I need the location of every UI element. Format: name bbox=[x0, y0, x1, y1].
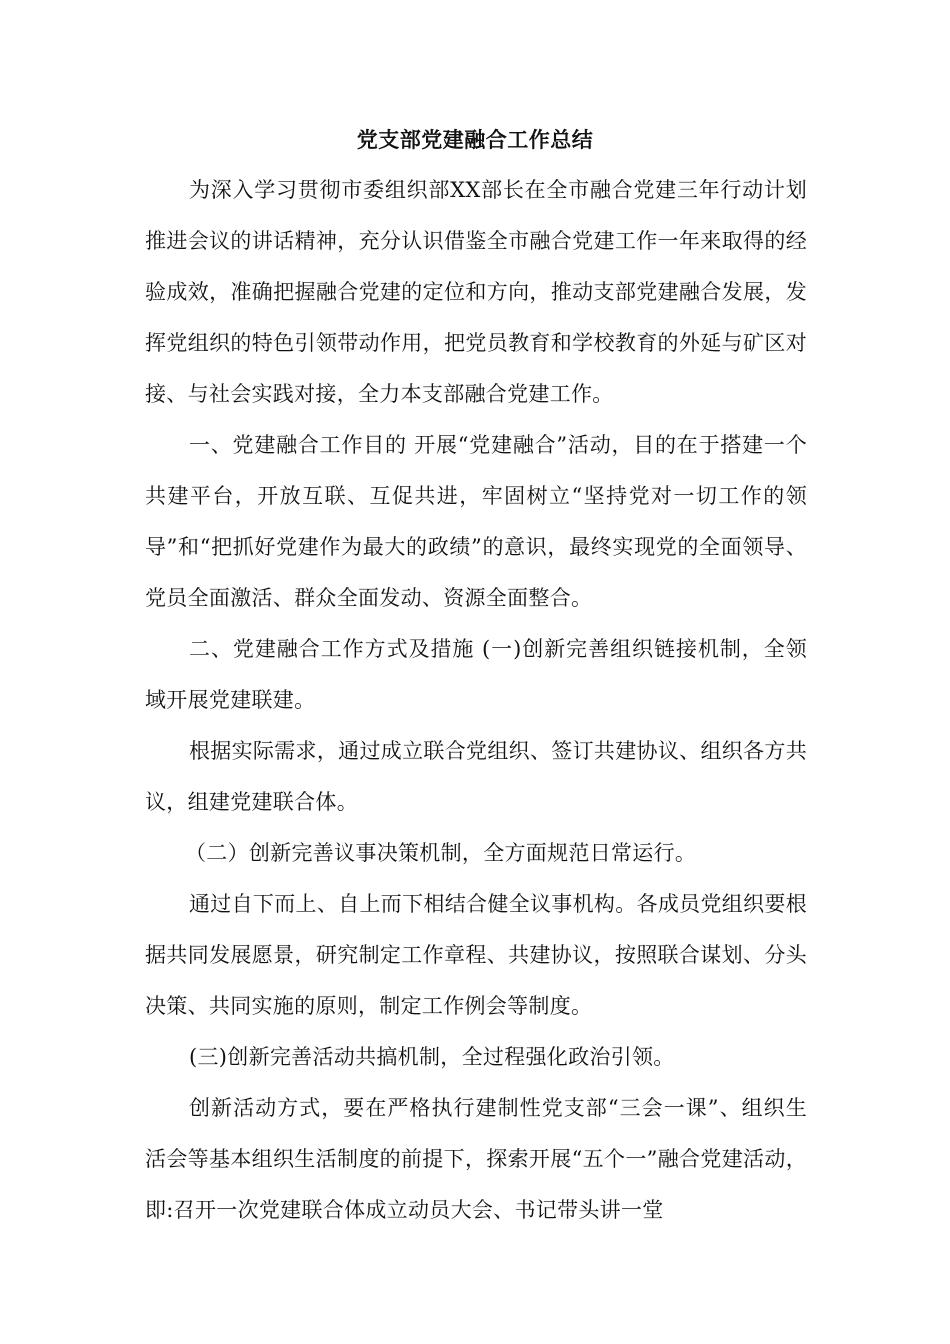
paragraph-subsection-3-detail: 创新活动方式，要在严格执行建制性党支部“三会一课”、组织生活会等基本组织生活制度的前提下，探索开展“五个一”融合党建活动，即:召开一次党建联合体成立动员大会、书记带头讲一堂 bbox=[145, 1096, 807, 1222]
paragraph-subsection-2-detail: 通过自下而上、自上而下相结合健全议事机构。各成员党组织要根据共同发展愿景，研究制定工作章程、共建协议，按照联合谋划、分头决策、共同实施的原则，制定工作例会等制度。 bbox=[145, 892, 807, 1018]
document-title: 党支部党建融合工作总结 bbox=[356, 127, 594, 152]
paragraph-subsection-2: （二）创新完善议事决策机制，全方面规范日常运行。 bbox=[185, 841, 697, 865]
paragraph-section-1: 一、党建融合工作目的 开展“党建融合”活动，目的在于搭建一个共建平台，开放互联、互促共进，牢固树立“坚持党对一切工作的领导”和“把抓好党建作为最大的政绩”的意识，最终实现党的全面领导、党员全面激活、群众全面发动、资源全面整合。 bbox=[145, 433, 807, 610]
document-body bbox=[145, 165, 807, 1236]
paragraph-section-2-detail: 根据实际需求，通过成立联合党组织、签订共建协议、组织各方共议，组建党建联合体。 bbox=[145, 739, 807, 814]
paragraph-subsection-3: (三)创新完善活动共搞机制，全过程强化政治引领。 bbox=[189, 1045, 675, 1069]
paragraph-intro: 为深入学习贯彻市委组织部XX部长在全市融合党建三年行动计划推进会议的讲话精神，充分认识借鉴全市融合党建工作一年来取得的经验成效，准确把握融合党建的定位和方向，推动支部党建融合发展，发挥党组织的特色引领带动作用，把党员教育和学校教育的外延与矿区对接、与社会实践对接，全力本支部融合党建工作。 bbox=[145, 178, 807, 406]
paragraph-section-2: 二、党建融合工作方式及措施 (一)创新完善组织链接机制，全领域开展党建联建。 bbox=[145, 637, 807, 712]
